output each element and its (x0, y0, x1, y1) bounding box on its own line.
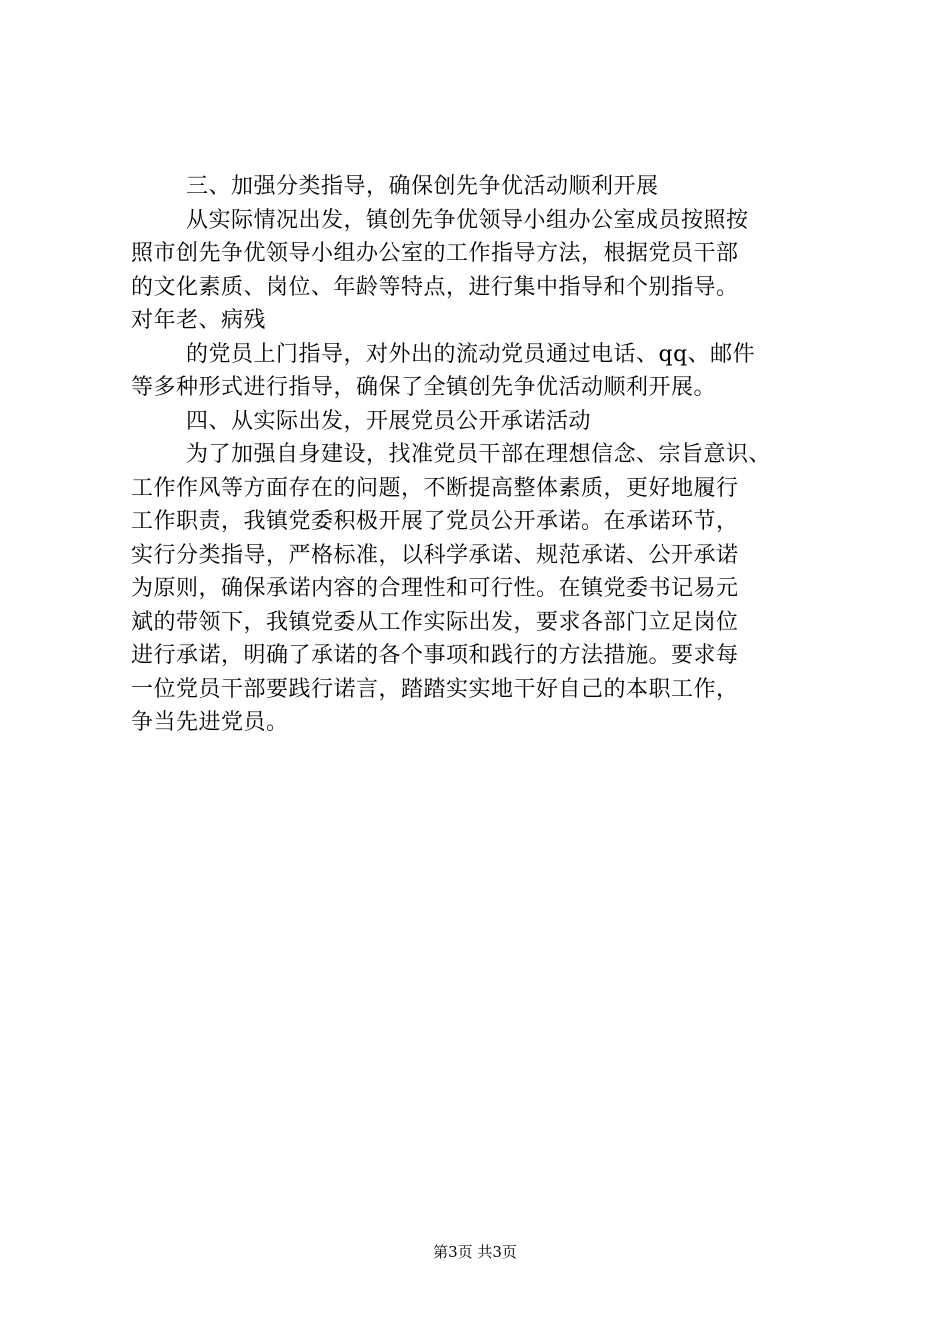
body-line: 工作职责，我镇党委积极开展了党员公开承诺。在承诺环节， (131, 509, 739, 534)
body-line: 的文化素质、岗位、年龄等特点，进行集中指导和个别指导。 (131, 274, 739, 300)
body-line: 照市创先争优领导小组办公室的工作指导方法，根据党员干部 (131, 241, 739, 266)
page-footer (0, 1242, 950, 1262)
body-line: 工作作风等方面存在的问题，不断提高整体素质，更好地履行 (131, 475, 739, 501)
section-heading-3: 三、加强分类指导，确保创先争优活动顺利开展 (186, 174, 659, 199)
body-line: 实行分类指导，严格标准，以科学承诺、规范承诺、公开承诺 (131, 542, 739, 568)
body-line: 争当先进党员。 (131, 710, 289, 735)
section-heading-4: 四、从实际出发，开展党员公开承诺活动 (186, 408, 592, 434)
body-line: 对年老、病残 (131, 308, 267, 333)
body-line: 为了加强自身建设，找准党员干部在理想信念、宗旨意识、 (186, 442, 772, 467)
body-line: 从实际情况出发，镇创先争优领导小组办公室成员按照按 (186, 207, 749, 233)
body-line: 的党员上门指导，对外出的流动党员通过电话、qq、邮件 (186, 341, 756, 367)
body-line: 为原则，确保承诺内容的合理性和可行性。在镇党委书记易元 (131, 576, 739, 601)
body-line: 进行承诺，明确了承诺的各个事项和践行的方法措施。要求每 (131, 643, 739, 668)
body-line: 斌的带领下，我镇党委从工作实际出发，要求各部门立足岗位 (131, 609, 739, 635)
body-line: 等多种形式进行指导，确保了全镇创先争优活动顺利开展。 (131, 375, 717, 400)
document-body (131, 170, 831, 740)
page-number: 第3页 共3页 (433, 1243, 517, 1261)
body-line: 一位党员干部要践行诺言，踏踏实实地干好自己的本职工作， (131, 676, 739, 702)
